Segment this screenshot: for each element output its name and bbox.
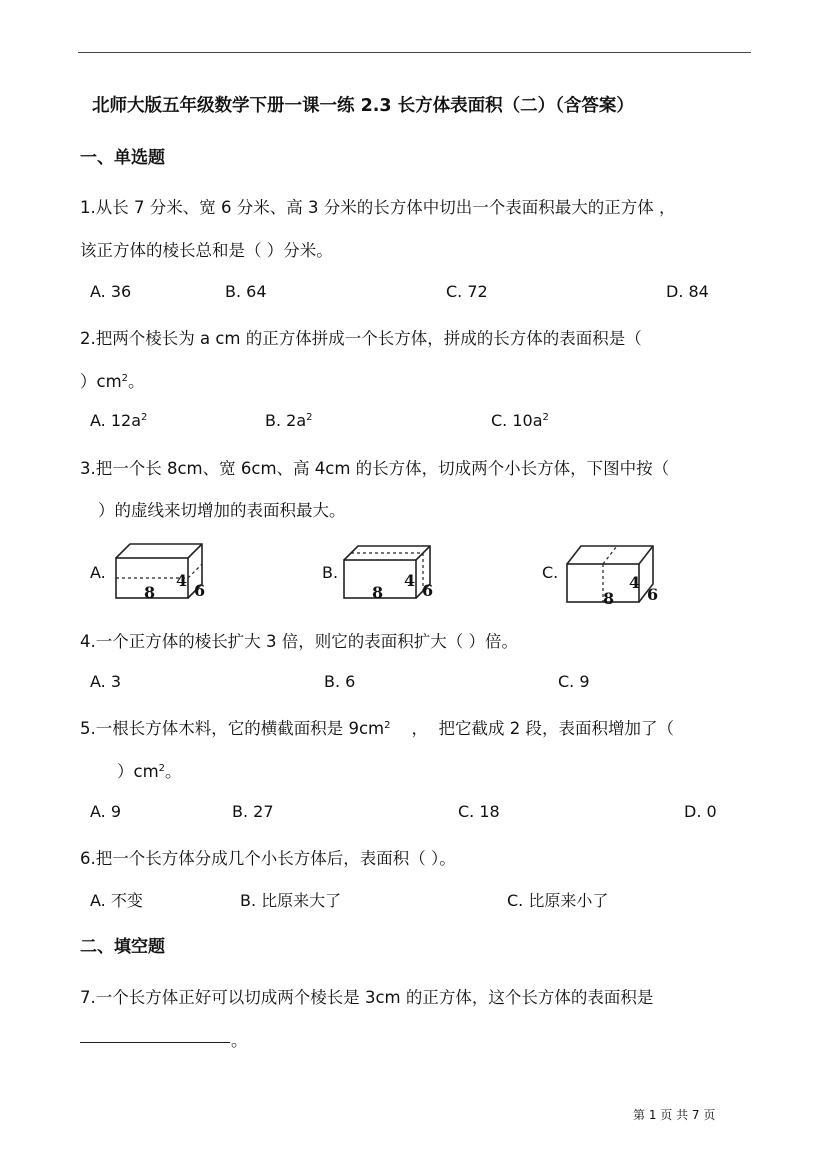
question-6-option-c: C. 比原来小了	[507, 891, 609, 910]
question-5-option-a: A. 9	[90, 802, 122, 821]
question-2-option-b: B. $2a^2$	[265, 411, 313, 430]
figure-b-label-length: 8	[372, 583, 384, 602]
question-4-option-a: A. 3	[90, 672, 122, 691]
question-3-option-a: A.	[90, 563, 106, 582]
section-heading-single-choice: 一、单选题	[80, 148, 165, 168]
figure-c-label-height: 4	[629, 573, 641, 592]
question-3-option-c: C.	[542, 563, 559, 582]
question-5-line-2: ）$cm^2$。	[117, 762, 182, 781]
question-1-option-d: D. 84	[666, 282, 709, 301]
question-4-option-b: B. 6	[324, 672, 356, 691]
question-6-option-b: B. 比原来大了	[240, 891, 342, 910]
question-7-answer-blank	[80, 1042, 230, 1043]
question-7-line-1: 7.一个长方体正好可以切成两个棱长是 3cm 的正方体，这个长方体的表面积是	[80, 988, 654, 1007]
page-title: 北师大版五年级数学下册一课一练 2.3 长方体表面积（二）（含答案）	[92, 96, 634, 116]
question-1-option-a: A. 36	[90, 282, 132, 301]
question-1-option-c: C. 72	[446, 282, 488, 301]
page-number: 第 1 页 共 7 页	[633, 1108, 716, 1122]
figure-b-box-front-cut	[340, 538, 440, 602]
header-rule	[78, 52, 751, 53]
question-6-option-a: A. 不变	[90, 891, 143, 910]
figure-a-box-horizontal-cut	[112, 538, 212, 602]
question-6-line-1: 6.把一个长方体分成几个小长方体后，表面积（ ）。	[80, 849, 456, 868]
question-5-option-b: B. 27	[232, 802, 274, 821]
figure-a-label-height: 4	[176, 571, 188, 590]
question-3-line-2: ）的虚线来切增加的表面积最大。	[98, 501, 346, 520]
question-4-line-1: 4.一个正方体的棱长扩大 3 倍，则它的表面积扩大（ ）倍。	[80, 632, 518, 651]
question-1-line-1: 1.从长 7 分米、宽 6 分米、高 3 分米的长方体中切出一个表面积最大的正方体 ，	[80, 198, 676, 217]
figure-a-label-width: 6	[194, 581, 206, 600]
figure-b-label-height: 4	[404, 571, 416, 590]
question-1-line-2: 该正方体的棱长总和是（ ）分米。	[80, 241, 333, 260]
figure-b-label-width: 6	[422, 581, 434, 600]
question-1-option-b: B. 64	[225, 282, 267, 301]
question-4-option-c: C. 9	[558, 672, 590, 691]
question-5-option-d: D. 0	[684, 802, 717, 821]
figure-c-label-length: 8	[603, 589, 615, 606]
question-7-line-2: 。	[231, 1031, 248, 1050]
question-2-line-1: 2.把两个棱长为 a cm 的正方体拼成一个长方体，拼成的长方体的表面积是（	[80, 329, 642, 348]
question-5-line-1: 5.一根长方体木料，它的横截面积是 $9cm^2$ ， 把它截成 2 段，表面积增加了（	[80, 719, 674, 738]
question-2-option-a: A. $12a^2$	[90, 411, 148, 430]
figure-c-label-width: 6	[647, 585, 659, 604]
figure-a-label-length: 8	[144, 583, 156, 602]
section-heading-fill-blank: 二、填空题	[80, 937, 165, 957]
question-2-option-c: C. $10a^2$	[491, 411, 549, 430]
question-2-line-2: ）$cm^2$。	[80, 372, 145, 391]
question-3-option-b: B.	[322, 563, 339, 582]
figure-c-box-vertical-cut	[563, 538, 663, 606]
question-5-option-c: C. 18	[458, 802, 500, 821]
question-3-line-1: 3.把一个长 8cm、宽 6cm、高 4cm 的长方体，切成两个小长方体，下图中按（	[80, 459, 670, 478]
